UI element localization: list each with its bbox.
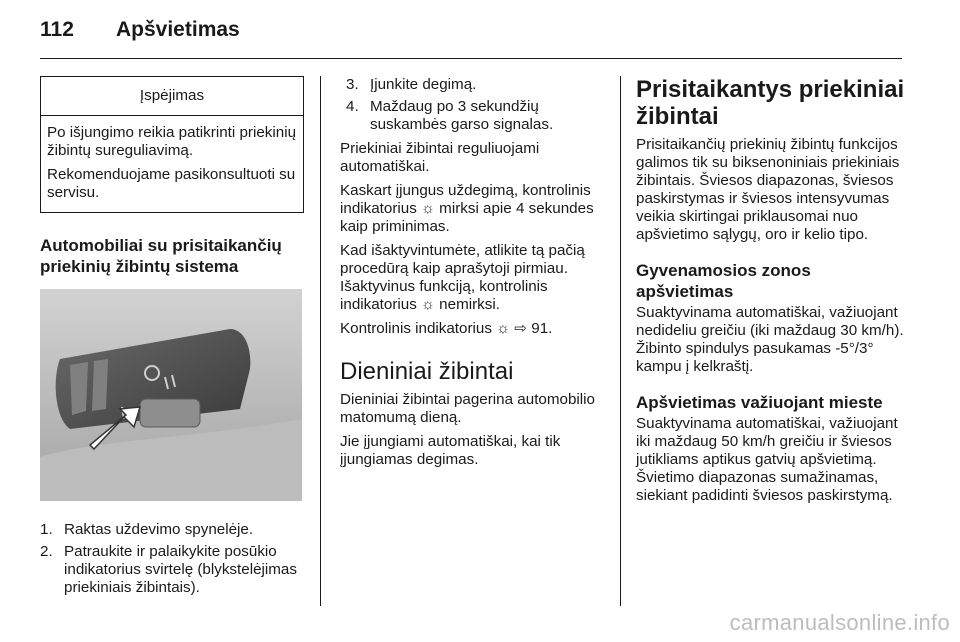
- subsection-heading: Apšvietimas važiuojant mieste: [636, 393, 883, 412]
- paragraph: Suaktyvinama automatiškai, važiuojant nedideliu greičiu (iki maždaug 30 km/h). Žibinto spindulys pasukamas -5°/3° kampu į kelkraštį.: [636, 304, 904, 375]
- page-header: [40, 18, 240, 42]
- section-title: Apšvietimas: [116, 18, 240, 41]
- list-item: 2. Patraukite ir palaikykite posūkio indikatorius svirtelę (blykstelėjimas priekiniais žibintais).: [40, 543, 297, 596]
- list-item: 1. Raktas uždevimo spynelėje.: [40, 521, 254, 538]
- list-item: 4. Maždaug po 3 sekundžių suskambės garso signalas.: [346, 98, 554, 133]
- subsection-heading: Gyvenamosios zonos apšvietimas: [636, 261, 811, 301]
- section-heading: Automobiliai su prisitaikančių priekinių žibintų sistema: [40, 236, 282, 276]
- section-heading: Prisitaikantys priekiniai žibintai: [636, 76, 905, 130]
- paragraph: Išaktyvinus funkciją, kontrolinis indikatorius ☼ nemirksi.: [340, 278, 548, 313]
- paragraph: Kaskart įjungus uždegimą, kontrolinis indikatorius ☼ mirksi apie 4 sekundes kaip priminimas.: [340, 182, 594, 235]
- section-heading: Dieniniai žibintai: [340, 358, 514, 385]
- column-divider: [320, 76, 321, 606]
- paragraph: Priekiniai žibintai reguliuojami automatiškai.: [340, 140, 540, 175]
- watermark: carmanualsonline.info: [729, 610, 950, 635]
- list-item: 3. Įjunkite degimą.: [346, 76, 477, 93]
- indicator-stalk-photo: [40, 289, 302, 501]
- warning-text: Po išjungimo reikia patikrinti priekinių žibintų sureguliavimą.: [47, 124, 297, 159]
- warning-title: Įspėjimas: [41, 77, 303, 116]
- paragraph: Dieniniai žibintai pagerina automobilio matomumą dieną.: [340, 391, 595, 426]
- column-3: [636, 76, 912, 511]
- paragraph: Suaktyvinama automatiškai, važiuojant iki maždaug 50 km/h greičiu ir šviesos jutikliams aptikus gatvių apšvietimą. Švietimo diapazonas sumažinamas, siekiant padidinti šviesos paskirstymą.: [636, 415, 898, 504]
- paragraph: Kontrolinis indikatorius ☼ ⇨ 91.: [340, 320, 553, 337]
- warning-text: Rekomenduojame pasikonsultuoti su servisu.: [47, 166, 296, 201]
- page-number: 112: [40, 18, 74, 41]
- column-2: [340, 76, 608, 475]
- header-rule: [40, 58, 902, 59]
- warning-box: [40, 76, 304, 213]
- paragraph: Prisitaikančių priekinių žibintų funkcijos galimos tik su biksenoniniais priekiniais žibintais. Šviesos diapazonas, šviesos paskirstymas ir šviesos intensyvumas veikia skirtingai priklausomai nuo apšvietimo sąlygų, oro ir kelio tipo.: [636, 136, 900, 243]
- paragraph: Kad išaktyvintumėte, atlikite tą pačią procedūrą kaip aprašytoji pirmiau.: [340, 242, 585, 277]
- step-list: [346, 76, 608, 134]
- column-1: [40, 76, 304, 603]
- step-list: [40, 521, 304, 597]
- column-divider: [620, 76, 621, 606]
- paragraph: Jie įjungiami automatiškai, kai tik įjungiamas degimas.: [340, 433, 561, 468]
